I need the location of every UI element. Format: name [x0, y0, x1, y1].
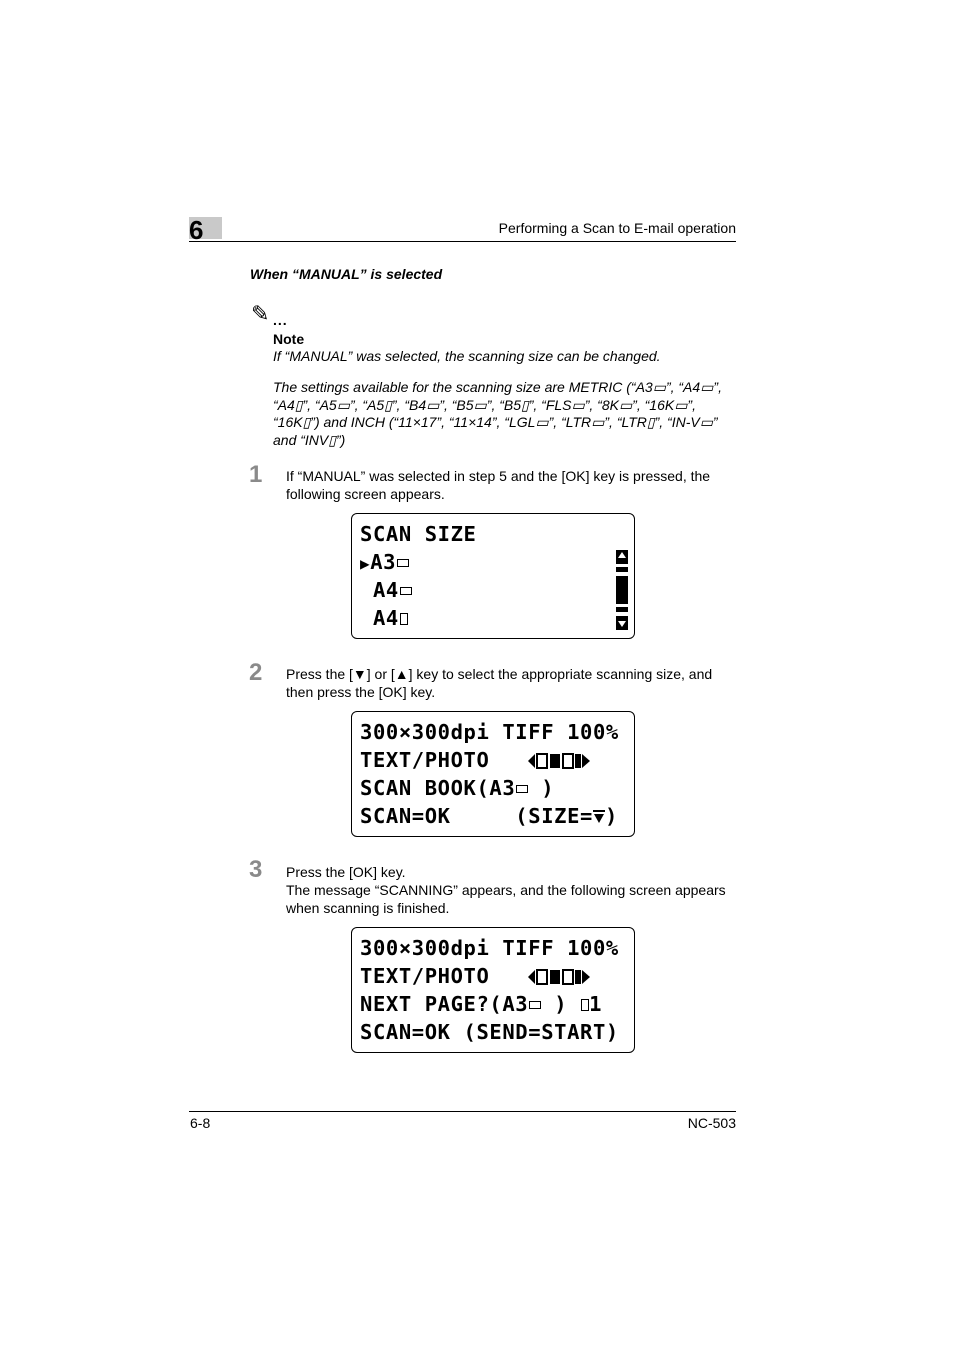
lcd-mode-label: TEXT/PHOTO: [360, 748, 529, 772]
step-number: 2: [249, 659, 263, 686]
note-dots: ...: [273, 312, 288, 328]
portrait-paper-icon: [400, 613, 408, 625]
model-name: NC-503: [687, 1115, 736, 1131]
lcd-option-label: A4: [360, 578, 399, 602]
lcd-screen-scan-size: [351, 513, 635, 639]
pencil-note-icon: ✎: [251, 301, 270, 326]
lcd-screen-next-page: [351, 927, 635, 1053]
section-title: When “MANUAL” is selected: [250, 266, 443, 282]
lcd-line: [360, 991, 602, 1017]
header-divider: [189, 241, 736, 242]
step-text: Press the [▼] or [▲] key to select the appropriate scanning size, and then press the [OK] key.: [286, 666, 713, 700]
landscape-paper-icon: [529, 1001, 541, 1009]
chapter-number: 6: [189, 215, 204, 245]
lcd-text: ): [528, 776, 555, 800]
density-scale-icon: [528, 968, 596, 986]
lcd-line: 300×300dpi TIFF 100%: [360, 936, 619, 960]
step-text: Press the [OK] key. The message “SCANNING” appears, and the following screen appears when scanning is finished.: [286, 864, 726, 916]
header-title: Performing a Scan to E-mail operation: [498, 220, 736, 236]
page-count: 1: [589, 992, 603, 1016]
landscape-paper-icon: [397, 559, 409, 567]
lcd-text: NEXT PAGE?(A3: [360, 992, 529, 1016]
note-text-1: If “MANUAL” was selected, the scanning size can be changed.: [273, 348, 661, 364]
footer-divider: [189, 1111, 736, 1112]
lcd-line: SCAN SIZE: [360, 522, 477, 546]
lcd-mode-label: TEXT/PHOTO: [360, 964, 529, 988]
lcd-option-label: A3: [370, 550, 397, 574]
lcd-line: 300×300dpi TIFF 100%: [360, 720, 619, 744]
page-number: 6-8: [190, 1115, 211, 1131]
landscape-paper-icon: [516, 785, 528, 793]
lcd-line: [360, 747, 596, 773]
lcd-option-label: A4: [360, 606, 399, 630]
scrollbar-icon: [616, 550, 628, 630]
step-number: 1: [249, 461, 263, 488]
landscape-paper-icon: [400, 587, 412, 595]
page-icon: [581, 999, 589, 1011]
lcd-line: [360, 775, 554, 801]
lcd-line: [360, 803, 618, 829]
density-scale-icon: [528, 752, 596, 770]
lcd-line: [360, 605, 408, 631]
step-number: 3: [249, 856, 263, 883]
note-text-2: The settings available for the scanning size are METRIC (“A3▭”, “A4▭”, “A4▯”, “A5▭”, “A5▯”, “B4▭”, “B5▭”, “B5▯”, “FLS▭”, “8K▭”, “16K▭”, “16K▯”) and INCH (“11×17”, “11×14”, “LGL▭”, “LTR▭”, “LTR▯”, “IN-V▭” and “INV▯”): [273, 379, 722, 448]
lcd-text: ): [541, 992, 581, 1016]
step-text: If “MANUAL” was selected in step 5 and the [OK] key is pressed, the following screen appears.: [286, 468, 711, 502]
lcd-line: [360, 549, 409, 577]
lcd-text: SCAN=OK (SIZE=: [360, 804, 593, 828]
lcd-line: [360, 577, 412, 603]
lcd-text: SCAN BOOK(A3: [360, 776, 516, 800]
lcd-text: ): [604, 804, 618, 828]
down-arrow-icon: [593, 809, 605, 825]
lcd-line: [360, 963, 596, 989]
note-label: Note: [273, 331, 305, 347]
lcd-line: SCAN=OK (SEND=START): [360, 1020, 619, 1044]
cursor-arrow-icon: ▶: [360, 554, 371, 573]
lcd-screen-scan-book: [351, 711, 635, 837]
